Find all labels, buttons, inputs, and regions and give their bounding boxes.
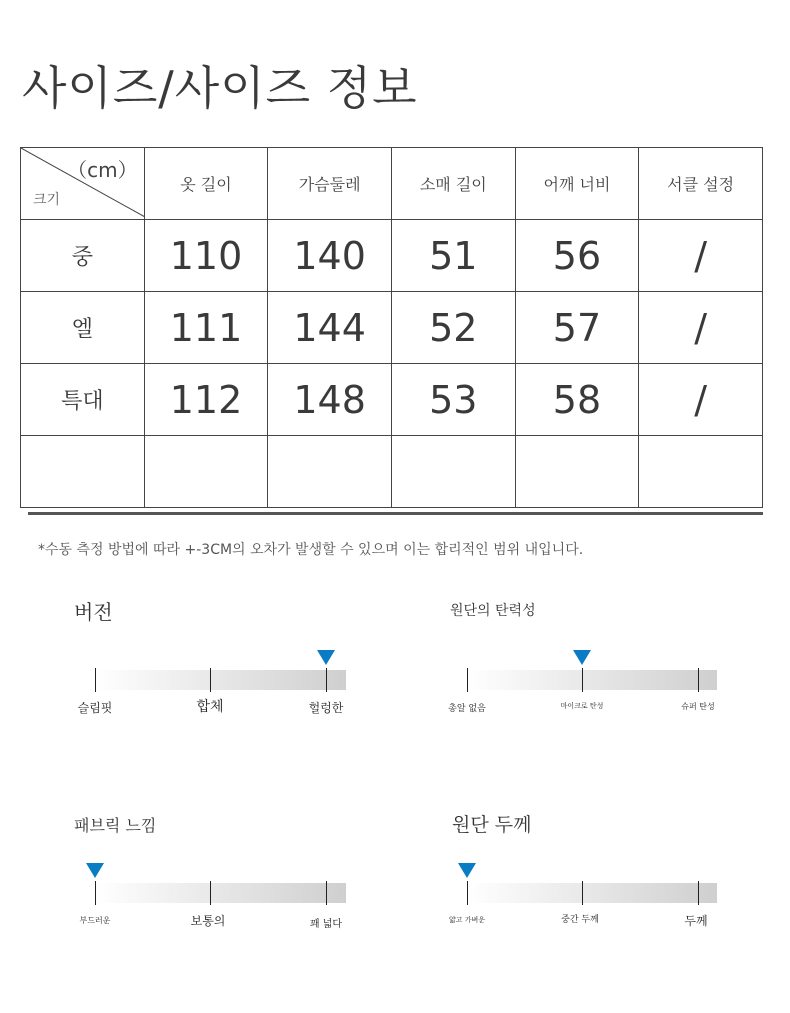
scale-fabric-feel: [74, 813, 354, 943]
scale-label: 부드러운: [79, 916, 111, 925]
selected-marker-icon: [573, 650, 591, 665]
scale-tick: [326, 668, 327, 692]
scale-tick: [698, 668, 699, 692]
table-cell: 112: [144, 364, 268, 436]
scale-bar: [467, 670, 717, 690]
table-cell: [391, 436, 515, 508]
scale-elasticity: [450, 600, 730, 730]
selected-marker-icon: [458, 863, 476, 878]
size-column-label: 크기: [33, 192, 61, 208]
unit-label: （cm）: [67, 158, 138, 182]
scale-title: 원단 두께: [452, 814, 532, 836]
scale-tick: [326, 881, 327, 905]
scale-tick: [210, 881, 211, 905]
header-sleeve: 소매 길이: [391, 148, 515, 220]
scale-title: 패브릭 느낌: [74, 816, 157, 835]
scale-bar: [467, 883, 717, 903]
header-chest: 가슴둘레: [268, 148, 392, 220]
table-cell: [268, 436, 392, 508]
table-cell: 144: [268, 292, 392, 364]
table-header-row: [21, 148, 763, 220]
scale-title: 버전: [74, 600, 113, 624]
table-cell: 111: [144, 292, 268, 364]
header-circle: 서클 설정: [639, 148, 763, 220]
table-cell: 51: [391, 220, 515, 292]
scale-title: 원단의 탄력성: [450, 603, 536, 619]
scale-tick: [95, 881, 96, 905]
row-label: 엘: [21, 292, 145, 364]
scale-label: 총알 없음: [448, 704, 486, 714]
scale-bar: [95, 883, 346, 903]
table-cell: 58: [515, 364, 639, 436]
table-cell: /: [639, 364, 763, 436]
scale-bar: [95, 670, 346, 690]
table-row: [21, 220, 763, 292]
measurement-note: *수동 측정 방법에 따라 +-3CM의 오차가 발생할 수 있으며 이는 합리적인 범위 내입니다.: [38, 542, 584, 558]
page-title: 사이즈/사이즈 정보: [22, 61, 418, 115]
table-cell: 140: [268, 220, 392, 292]
table-cell: 57: [515, 292, 639, 364]
row-label: 특대: [21, 364, 145, 436]
table-cell: [639, 436, 763, 508]
table-cell: /: [639, 220, 763, 292]
scale-label: 꽤 넓다: [309, 919, 343, 930]
scale-fit: [74, 596, 354, 726]
scale-label: 슬림핏: [77, 701, 113, 715]
table-row: [21, 364, 763, 436]
table-row-empty: [21, 436, 763, 508]
scale-tick: [698, 881, 699, 905]
selected-marker-icon: [317, 650, 335, 665]
section-divider: [28, 512, 763, 515]
row-label: 중: [21, 220, 145, 292]
header-shoulder: 어깨 너비: [515, 148, 639, 220]
table-cell: /: [639, 292, 763, 364]
table-row: [21, 292, 763, 364]
scale-tick: [467, 881, 468, 905]
table-cell: [515, 436, 639, 508]
size-table: [20, 147, 763, 508]
table-cell: 56: [515, 220, 639, 292]
scale-tick: [582, 668, 583, 692]
table-cell: 148: [268, 364, 392, 436]
table-cell: 52: [391, 292, 515, 364]
scale-tick: [210, 668, 211, 692]
scale-thickness: [448, 810, 732, 940]
table-cell: [21, 436, 145, 508]
corner-cell: [21, 148, 145, 220]
scale-label: 보통의: [190, 914, 226, 928]
scale-tick: [467, 668, 468, 692]
selected-marker-icon: [86, 863, 104, 878]
scale-label: 두께: [684, 914, 708, 928]
scale-label: 합체: [196, 699, 224, 715]
scale-label: 중간 두께: [561, 915, 599, 925]
table-cell: 110: [144, 220, 268, 292]
header-length: 옷 길이: [144, 148, 268, 220]
scale-tick: [95, 668, 96, 692]
table-cell: [144, 436, 268, 508]
table-cell: 53: [391, 364, 515, 436]
scale-label: 얇고 가벼운: [448, 916, 486, 924]
scale-label: 슈퍼 탄성: [681, 702, 715, 711]
scale-label: 마이크로 탄성: [560, 702, 604, 710]
scale-tick: [582, 881, 583, 905]
scale-label: 헐렁한: [308, 701, 344, 715]
